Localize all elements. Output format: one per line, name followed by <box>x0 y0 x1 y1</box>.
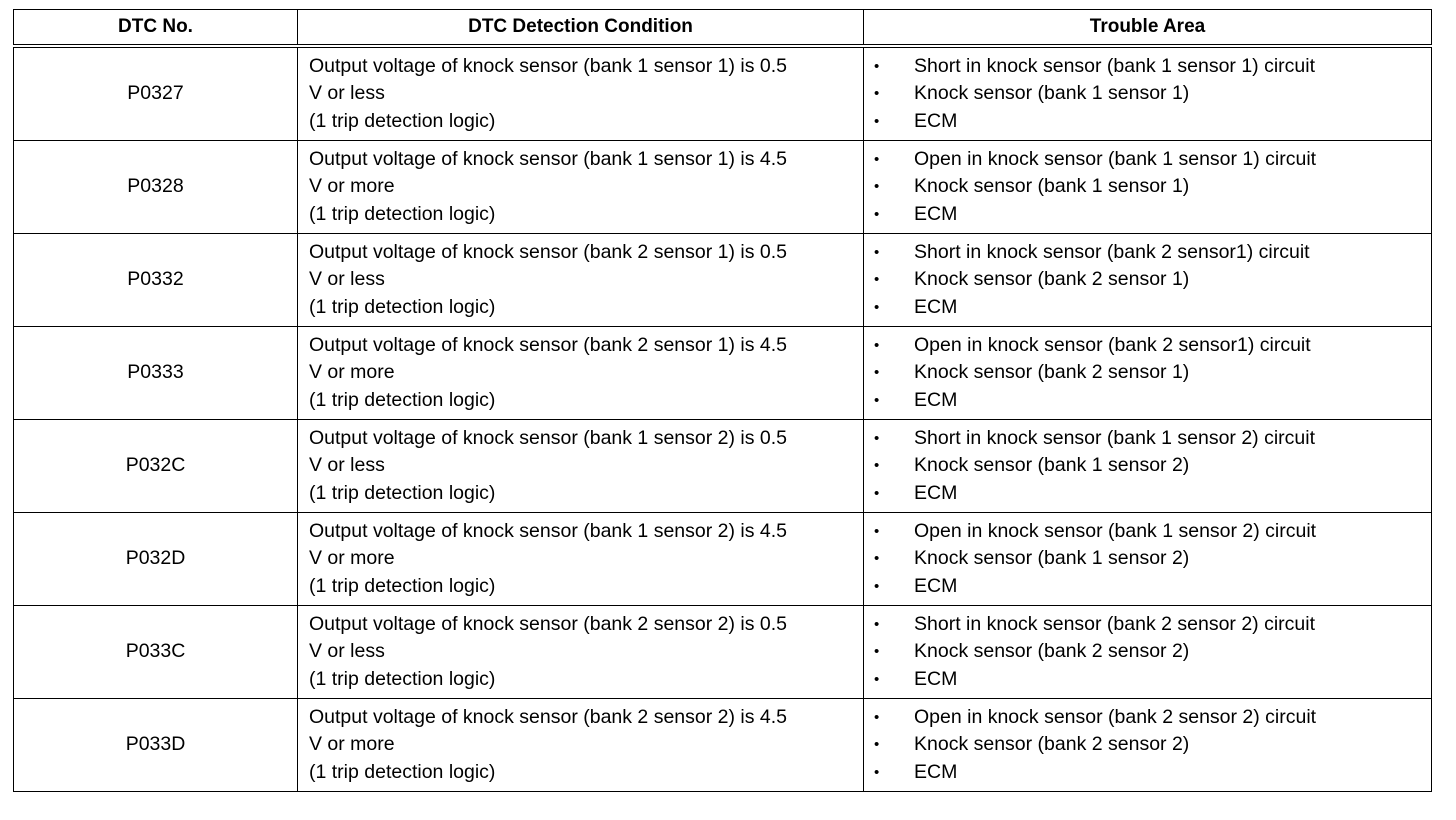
trouble-area <box>864 699 1432 792</box>
dtc-code: P033D <box>14 699 298 792</box>
dtc-code: P0333 <box>14 327 298 420</box>
bullet-icon: • <box>874 763 880 781</box>
trouble-area-text: Open in knock sensor (bank 2 sensor1) circuit <box>914 333 1311 356</box>
table-row <box>14 234 1432 327</box>
detection-condition <box>298 513 864 606</box>
trouble-area-text: Short in knock sensor (bank 2 sensor1) circuit <box>914 240 1310 263</box>
condition-line: Output voltage of knock sensor (bank 1 sensor 1) is 4.5 <box>309 147 788 170</box>
trouble-area-text: ECM <box>914 760 958 783</box>
trouble-area-text: ECM <box>914 574 958 597</box>
bullet-icon: • <box>874 643 880 661</box>
condition-line: (1 trip detection logic) <box>309 667 496 690</box>
bullet-icon: • <box>874 298 880 316</box>
trouble-area-item <box>874 173 1431 201</box>
header-dtc-no: DTC No. <box>14 10 298 47</box>
trouble-area-item <box>874 666 1431 694</box>
table-row <box>14 46 1432 141</box>
condition-line: (1 trip detection logic) <box>309 109 496 132</box>
detection-condition <box>298 606 864 699</box>
trouble-area-item <box>874 239 1431 267</box>
trouble-area-item <box>874 704 1431 732</box>
trouble-area-text: Short in knock sensor (bank 1 sensor 1) circuit <box>914 54 1316 77</box>
condition-line: Output voltage of knock sensor (bank 2 sensor 2) is 0.5 <box>309 612 788 635</box>
condition-line: Output voltage of knock sensor (bank 2 sensor 1) is 4.5 <box>309 333 788 356</box>
bullet-icon: • <box>874 85 880 103</box>
condition-line: (1 trip detection logic) <box>309 760 496 783</box>
condition-line: (1 trip detection logic) <box>309 202 496 225</box>
trouble-area-item <box>874 638 1431 666</box>
trouble-area-item <box>874 425 1431 453</box>
trouble-area-text: ECM <box>914 295 958 318</box>
condition-line: (1 trip detection logic) <box>309 388 496 411</box>
trouble-area-item <box>874 108 1431 136</box>
trouble-area <box>864 513 1432 606</box>
condition-line: V or more <box>309 547 395 570</box>
trouble-area-text: ECM <box>914 481 958 504</box>
trouble-area-text: Short in knock sensor (bank 1 sensor 2) circuit <box>914 426 1316 449</box>
trouble-area-item <box>874 611 1431 639</box>
bullet-icon: • <box>874 364 880 382</box>
trouble-area-text: Knock sensor (bank 1 sensor 2) <box>914 547 1190 570</box>
trouble-area-item <box>874 452 1431 480</box>
condition-line: V or more <box>309 175 395 198</box>
trouble-area-text: Open in knock sensor (bank 1 sensor 2) circuit <box>914 519 1317 542</box>
table-row <box>14 699 1432 792</box>
detection-condition <box>298 141 864 234</box>
detection-condition <box>298 420 864 513</box>
header-detection-condition: DTC Detection Condition <box>298 10 864 47</box>
detection-condition <box>298 699 864 792</box>
condition-line: Output voltage of knock sensor (bank 2 sensor 2) is 4.5 <box>309 705 788 728</box>
dtc-code: P0327 <box>14 46 298 141</box>
trouble-area-item <box>874 332 1431 360</box>
condition-line: Output voltage of knock sensor (bank 1 sensor 1) is 0.5 <box>309 54 788 77</box>
trouble-area-text: Knock sensor (bank 2 sensor 2) <box>914 733 1190 756</box>
header-trouble-area: Trouble Area <box>864 10 1432 47</box>
trouble-area-text: Knock sensor (bank 2 sensor 1) <box>914 268 1190 291</box>
trouble-area-text: Open in knock sensor (bank 1 sensor 1) circuit <box>914 147 1317 170</box>
table-row <box>14 420 1432 513</box>
trouble-area-text: ECM <box>914 388 958 411</box>
trouble-area-item <box>874 573 1431 601</box>
bullet-icon: • <box>874 178 880 196</box>
trouble-area-item <box>874 759 1431 787</box>
trouble-area-text: Knock sensor (bank 1 sensor 1) <box>914 175 1190 198</box>
bullet-icon: • <box>874 457 880 475</box>
table-row <box>14 327 1432 420</box>
bullet-icon: • <box>874 112 880 130</box>
dtc-code: P0328 <box>14 141 298 234</box>
condition-line: V or less <box>309 454 385 477</box>
trouble-area <box>864 327 1432 420</box>
bullet-icon: • <box>874 484 880 502</box>
bullet-icon: • <box>874 271 880 289</box>
condition-line: Output voltage of knock sensor (bank 2 sensor 1) is 0.5 <box>309 240 788 263</box>
condition-line: V or less <box>309 82 385 105</box>
trouble-area-item <box>874 387 1431 415</box>
trouble-area-item <box>874 201 1431 229</box>
trouble-area-text: Short in knock sensor (bank 2 sensor 2) circuit <box>914 612 1316 635</box>
trouble-area-text: Knock sensor (bank 2 sensor 1) <box>914 361 1190 384</box>
bullet-icon: • <box>874 522 880 540</box>
dtc-table <box>13 9 1432 792</box>
condition-line: (1 trip detection logic) <box>309 295 496 318</box>
trouble-area-text: Knock sensor (bank 1 sensor 2) <box>914 454 1190 477</box>
dtc-code: P032D <box>14 513 298 606</box>
trouble-area-text: Knock sensor (bank 2 sensor 2) <box>914 640 1190 663</box>
trouble-area-item <box>874 359 1431 387</box>
condition-line: Output voltage of knock sensor (bank 1 sensor 2) is 0.5 <box>309 426 788 449</box>
trouble-area-item <box>874 731 1431 759</box>
trouble-area-text: Open in knock sensor (bank 2 sensor 2) circuit <box>914 705 1317 728</box>
trouble-area-item <box>874 266 1431 294</box>
bullet-icon: • <box>874 670 880 688</box>
condition-line: V or more <box>309 361 395 384</box>
table-row <box>14 141 1432 234</box>
header-row <box>14 10 1432 47</box>
bullet-icon: • <box>874 205 880 223</box>
dtc-code: P0332 <box>14 234 298 327</box>
trouble-area <box>864 46 1432 141</box>
trouble-area-item <box>874 545 1431 573</box>
dtc-code: P033C <box>14 606 298 699</box>
trouble-area-text: ECM <box>914 202 958 225</box>
bullet-icon: • <box>874 391 880 409</box>
table-row <box>14 606 1432 699</box>
bullet-icon: • <box>874 615 880 633</box>
detection-condition <box>298 46 864 141</box>
trouble-area-item <box>874 146 1431 174</box>
trouble-area <box>864 606 1432 699</box>
condition-line: V or more <box>309 733 395 756</box>
bullet-icon: • <box>874 150 880 168</box>
bullet-icon: • <box>874 429 880 447</box>
table-body <box>14 46 1432 792</box>
bullet-icon: • <box>874 57 880 75</box>
condition-line: (1 trip detection logic) <box>309 481 496 504</box>
trouble-area <box>864 420 1432 513</box>
trouble-area-item <box>874 518 1431 546</box>
bullet-icon: • <box>874 550 880 568</box>
bullet-icon: • <box>874 736 880 754</box>
trouble-area-item <box>874 480 1431 508</box>
dtc-code: P032C <box>14 420 298 513</box>
condition-line: Output voltage of knock sensor (bank 1 sensor 2) is 4.5 <box>309 519 788 542</box>
trouble-area-text: ECM <box>914 667 958 690</box>
trouble-area-item <box>874 53 1431 81</box>
condition-line: V or less <box>309 640 385 663</box>
detection-condition <box>298 327 864 420</box>
bullet-icon: • <box>874 243 880 261</box>
trouble-area-text: ECM <box>914 109 958 132</box>
bullet-icon: • <box>874 336 880 354</box>
trouble-area <box>864 234 1432 327</box>
condition-line: (1 trip detection logic) <box>309 574 496 597</box>
trouble-area-item <box>874 80 1431 108</box>
trouble-area-item <box>874 294 1431 322</box>
trouble-area <box>864 141 1432 234</box>
detection-condition <box>298 234 864 327</box>
table-row <box>14 513 1432 606</box>
table-header <box>14 10 1432 47</box>
trouble-area-text: Knock sensor (bank 1 sensor 1) <box>914 82 1190 105</box>
condition-line: V or less <box>309 268 385 291</box>
bullet-icon: • <box>874 577 880 595</box>
bullet-icon: • <box>874 708 880 726</box>
